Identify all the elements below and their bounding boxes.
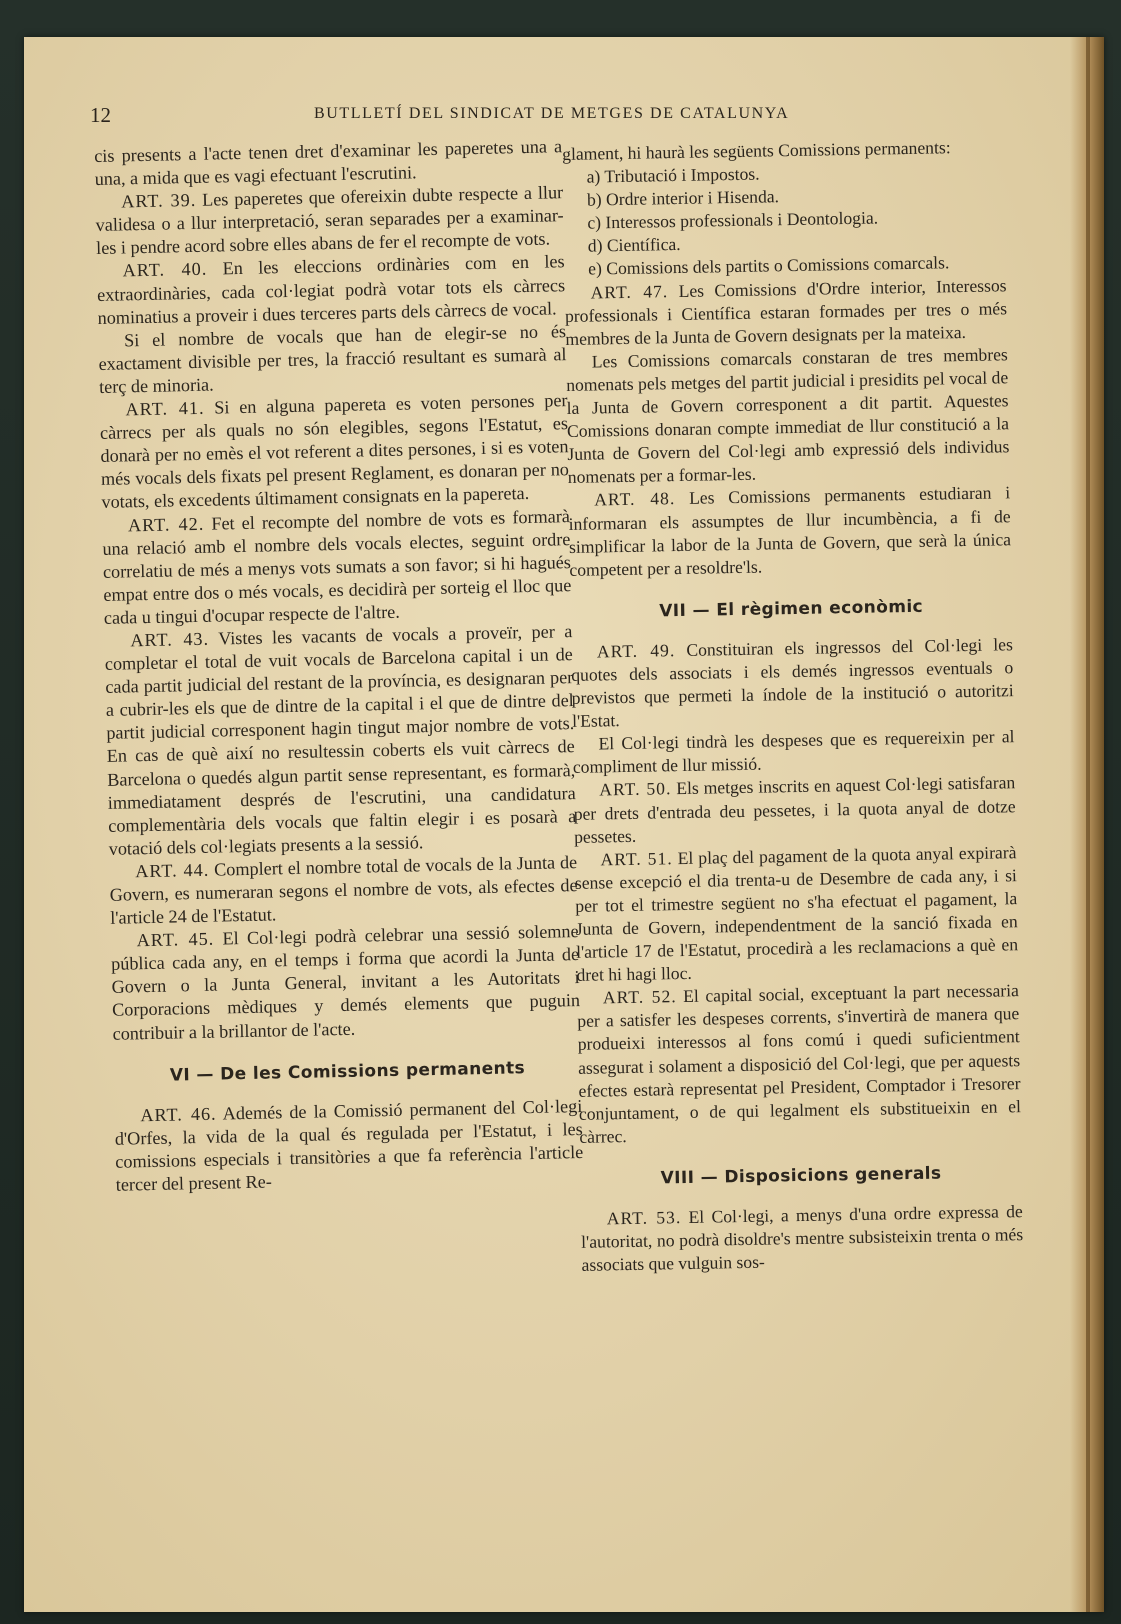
paragraph: cis presents a l'acte tenen dret d'examinar les paperetes una a una, a mida que es vagi efectuant l'escrutini. [94,136,563,190]
list-item: d) Científica. [587,234,681,256]
section-heading-vi: VI — De les Comissions permanents [169,1057,526,1086]
book-page [24,37,1104,1612]
article-44: ART. 44. Complert el nombre total de vocals de la Junta de Govern, es numeraran segons el nombre de vots, als efectes de l'article 24 de l'Estatut. [109,851,578,928]
paragraph: Les Comissions comarcals constaran de tres membres nomenats pels metges del partit judicial i presidits pel vocal de la Junta de Govern corresponent a dit partit. Aquestes Comissions donaran compte immediat de llur constitució a la Junta de Govern del Col·legi amb expressió dels individus nomenats per a formar-les. [566,344,1010,488]
article-39: ART. 39. Les paperetes que ofereixin dubte respecte a llur validesa o a llur interpretació, seran separades per a examinar-les i pendre acord sobre elles abans de fer el recompte de vots. [95,182,564,259]
article-40: ART. 40. En les eleccions ordinàries com en les extraordinàries, cada col·legiat podrà votar tots els càrrecs nominatius a proveir i dues terceres parts dels càrrecs de vocal. [96,251,566,328]
right-column [562,135,1024,1277]
section-heading-viii: VIII — Disposicions generals [660,1163,942,1189]
list-item: c) Interessos professionals i Deontologia. [587,207,879,233]
paragraph: glament, hi haurà les següents Comissions permanents: [562,137,951,164]
paragraph: El Col·legi tindrà les despeses que es requereixin per al compliment de llur missió. [572,726,1015,778]
article-48: ART. 48. Les Comissions permanents estudiaran i informaran els assumptes de llur incumbència, a fi de simplificar la labor de la Junta de Govern, que serà la única competent per a resoldre'ls. [568,482,1012,580]
article-52: ART. 52. El capital social, exceptuant la part necessaria per a satisfer les despeses corrents, s'invertirà de manera que produeixi interessos al fons comú i quedi suficientment assegurat i solament a disposició del Col·legi, que per aquests efectes estarà representat pel President, Comptador i Tresorer conjuntament, o de qui legalment els substitueixin en el càrrec. [577,980,1022,1147]
page-header [24,103,1024,133]
article-50: ART. 50. Els metges inscrits en aquest Col·legi satisfaran per drets d'entrada deu pessetes, i la quota anyal de dotze pessetes. [573,772,1016,847]
binding-shadow [1086,37,1090,1612]
running-title: BUTLLETÍ DEL SINDICAT DE METGES DE CATALUNYA [314,105,790,122]
article-42: ART. 42. Fet el recompte del nombre de vots es formarà una relació amb el nombre dels vocals electes, seguint ordre correlatiu de més a menys vots sumats a son favor; si hi hagués empat entre dos o més vocals, es decidirà per sorteig el lloc que cada u tingui d'ocupar respecte de l'altre. [102,505,572,628]
section-heading-vii: VII — El règimen econòmic [659,596,924,622]
left-column [94,135,584,1197]
paragraph: Si el nombre de vocals que han de elegir-se no és exactament divisible per tres, la fracció resultant es sumarà al terç de minoria. [98,320,567,397]
article-41: ART. 41. Si en alguna papereta es voten persones per càrrecs per als quals no són elegibles, segons l'Estatut, es donarà per no emès el vot referent a dites persones, i si es voten més vocals dels fixats pel present Reglament, es donaran per no votats, els excedents últimament consignats en la papereta. [99,390,570,513]
article-43: ART. 43. Vistes les vacants de vocals a proveïr, per a completar el total de vuit vocals de Barcelona capital i un de cada partit judicial del restant de la província, es designaran per a cubrir-les els que de dintre de la capital i el que de dintre del partit judicial corresponent hagin tingut major nombre de vots. En cas de què així no resultessin coberts els vuit càrrecs de Barcelona o quedés algun partit sense representant, es formarà, immediatament després de l'escrutini, una candidatura complementària dels vocals que faltin elegir i es posarà a votació dels col·legiats presents a la sessió. [104,621,577,859]
article-53: ART. 53. El Col·legi, a menys d'una ordre expressa de l'autoritat, no podrà disoldre's mentre subsisteixin trenta o més associats que vulguin sos- [581,1201,1024,1276]
list-item: b) Ordre interior i Hisenda. [586,186,780,210]
page-number: 12 [90,103,111,127]
article-49: ART. 49. Constituiran els ingressos del Col·legi les quotes dels associats i els demés ingressos eventuals o previstos que permeti la índole de la institució o autoritzi l'Estat. [571,634,1014,732]
article-45: ART. 45. El Col·legi podrà celebrar una sessió solemne pública cada any, en el temps i forma que acordi la Junta de Govern o la Junta General, invitant a les Autoritats i Corporacions mèdiques y demés elements que puguin contribuir a la brillantor de l'acte. [110,921,581,1044]
list-item: e) Comissions dels partits o Comissions comarcals. [588,252,950,280]
list-item: a) Tributació i Impostos. [586,163,760,187]
article-51: ART. 51. El plaç del pagament de la quota anyal expirarà sense excepció el dia trenta-u de Desembre de cada any, i si per tot el trimestre següent no s'ha efectuat el pagament, la Junta de Govern, independentment de la sanció fixada en l'article 17 de l'Estatut, procedirà a les reclamacions a què en dret hi hagi lloc. [574,841,1019,986]
article-47: ART. 47. Les Comissions d'Ordre interior, Interessos professionals i Científica estaran formades per tres o més membres de la Junta de Govern designats per la mateixa. [564,274,1008,349]
article-46: ART. 46. Ademés de la Comissió permanent del Col·legi d'Orfes, la vida de la qual és regulada per l'Estatut, i les comissions especials i transitòries a que fa referència l'article tercer del present Re- [114,1095,584,1195]
